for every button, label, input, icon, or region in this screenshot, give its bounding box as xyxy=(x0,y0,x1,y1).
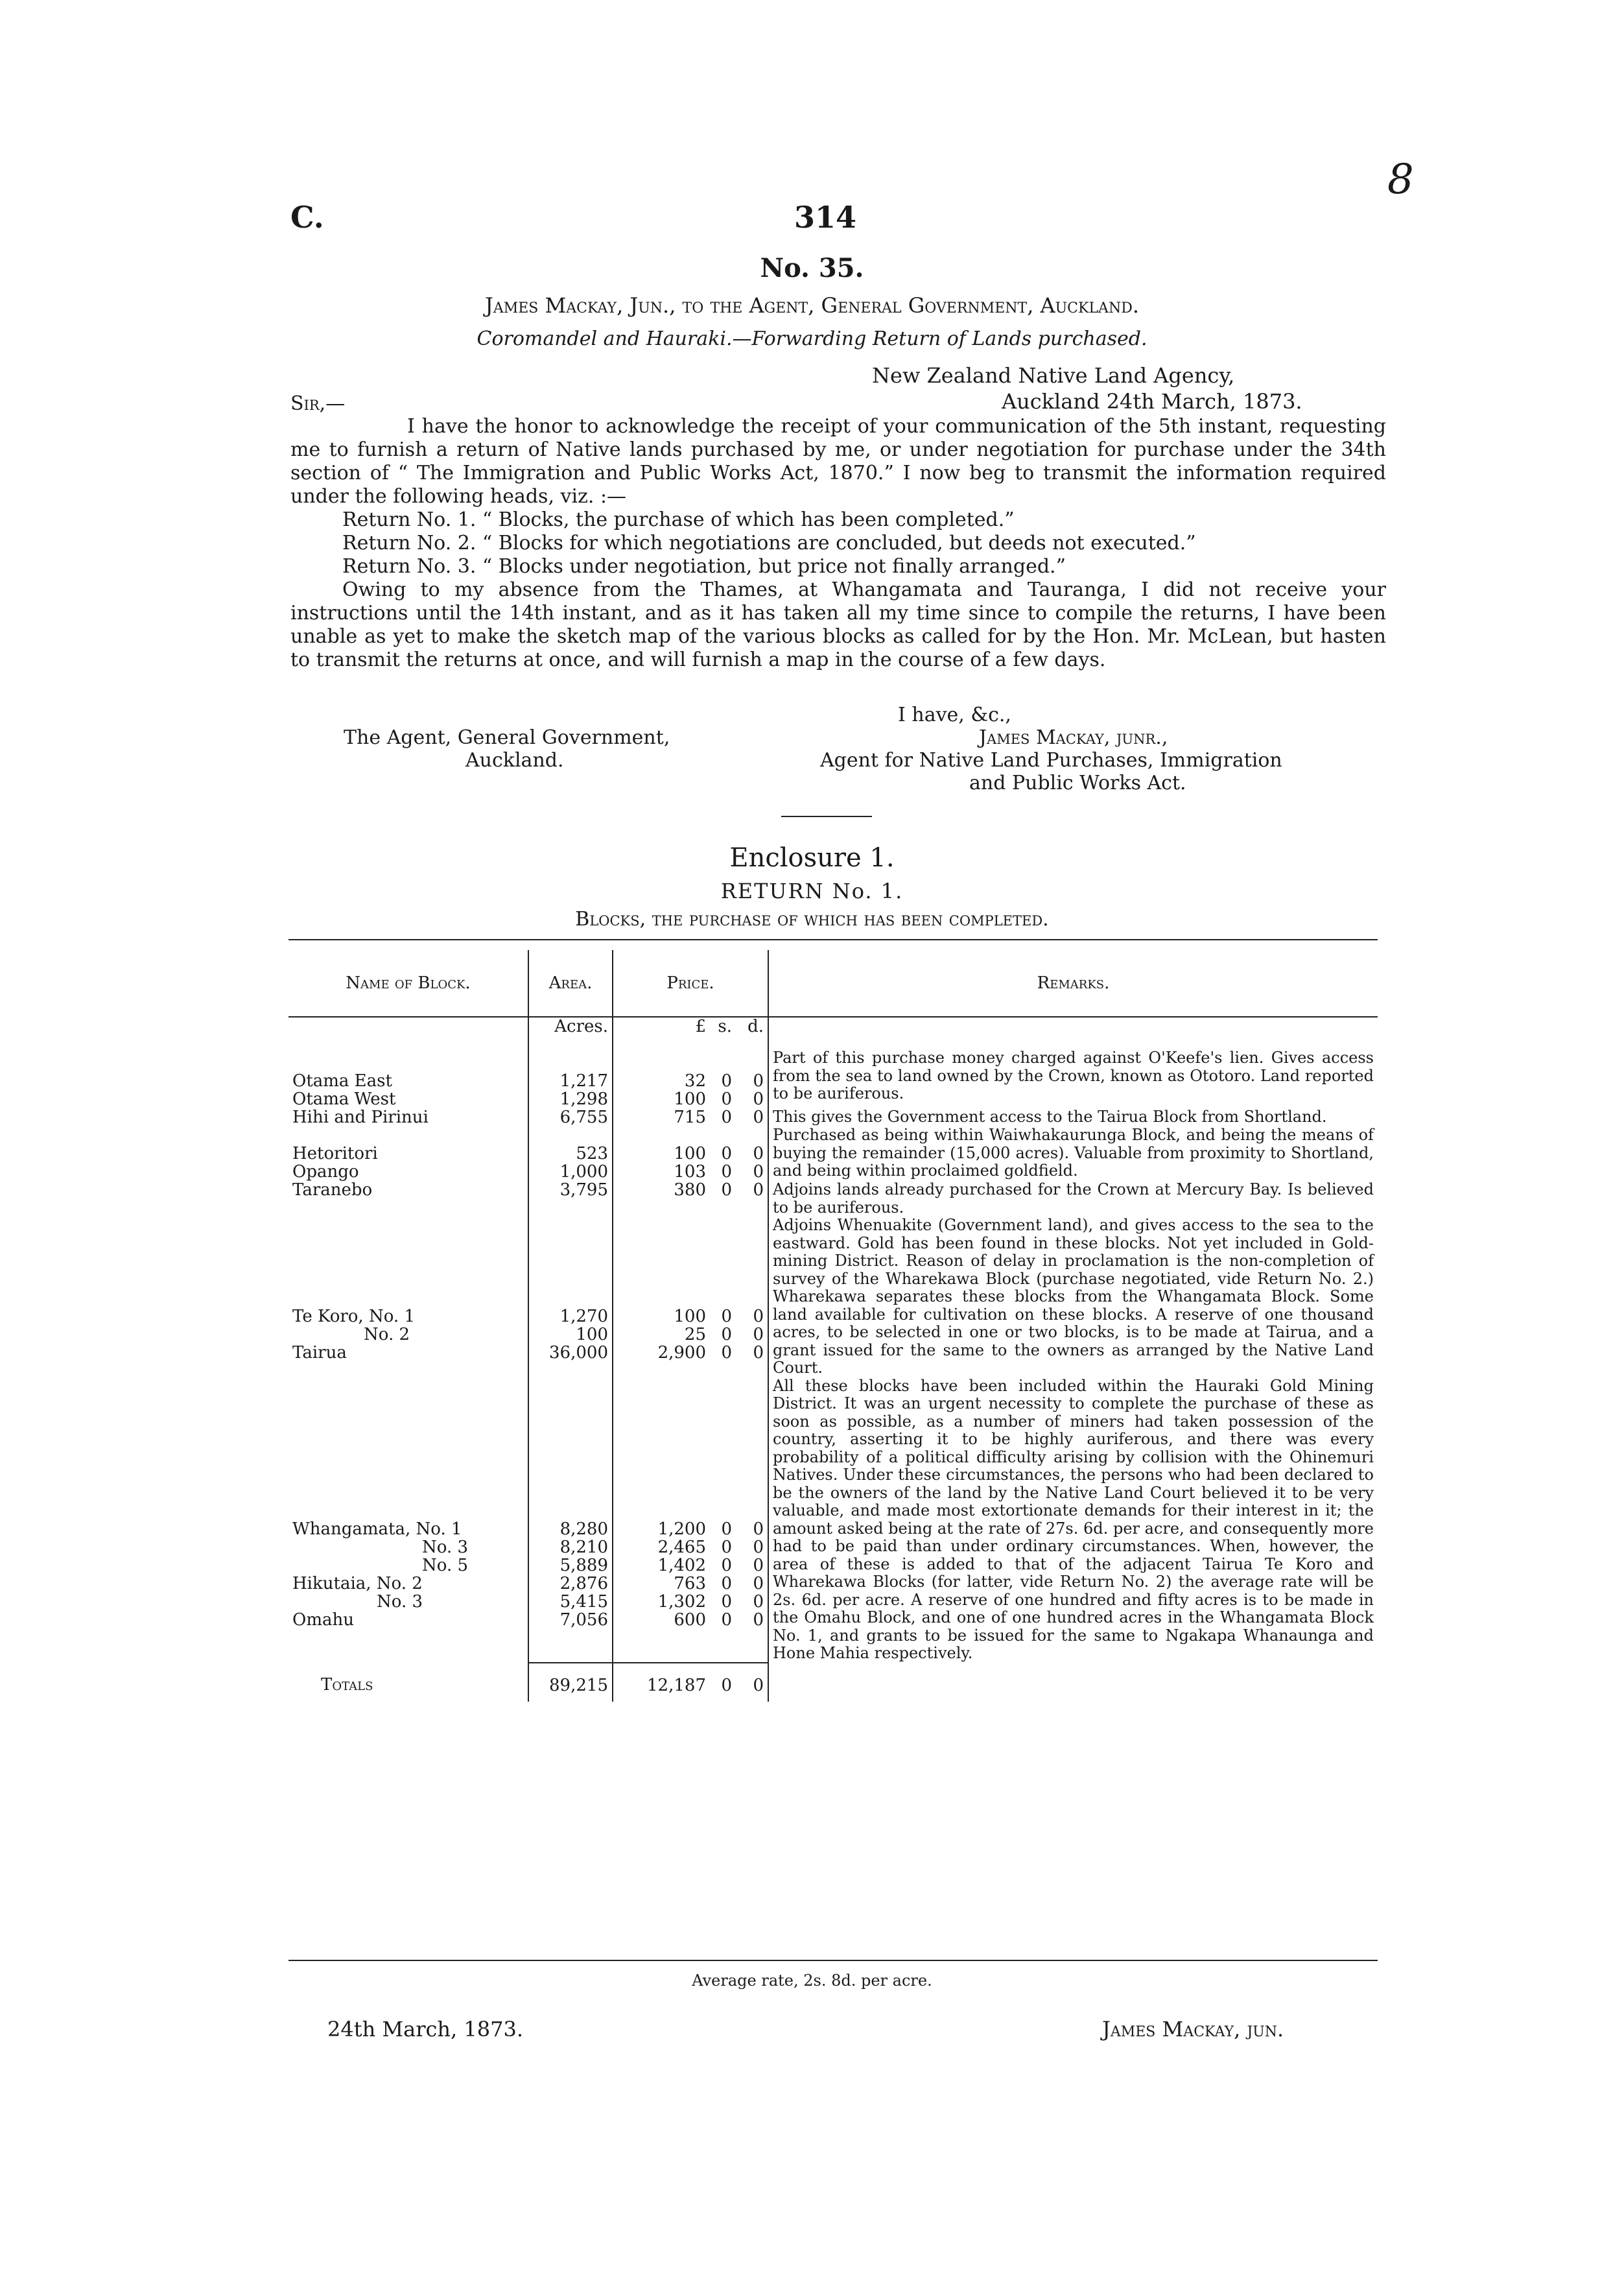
price-shillings: 0 xyxy=(721,1519,732,1539)
block-area: 1,217 xyxy=(559,1071,608,1091)
price-pounds: 25 xyxy=(684,1325,706,1344)
block-area: 7,056 xyxy=(559,1610,608,1630)
remark: All these blocks have been included within the Hauraki Gold Mining District. It was an urgent necessity to complete the purchase of these as soon as possible, as a number of miners had taken possession of the country, asserting it to be highly auriferous, and there was every probability of a political difficulty arising by collision with the Ohinemuri Natives. Under these circumstances, the persons who had been declared to be the owners of the land by the Native Land Court believed it to be very valuable, and made most extortionate demands for their interest in it; the amount asked being at the rate of 27s. 6d. per acre, and consequently more had to be paid than under ordinary circumstances. When, however, the area of these is added to that of the adjacent Tairua Te Koro and Wharekawa Blocks (for latter, vide Return No. 2) the average rate will be 2s. 6d. per acre. A reserve of one hundred and fifty acres is to be made in the Omahu Block, and one of one hundred acres in the Whangamata Block No. 1, and grants to be issued for the same to Ngakapa Whanaunga and Hone Mahia respectively. xyxy=(768,1377,1378,1663)
letter-paragraph-1: I have the honor to acknowledge the receipt of your communication of the 5th instant, requesting me to furnish a return of Native lands purchased by me, or under negotiation for purchase under the 34th section of “ The Immigration and Public Works Act, 1870.” I now beg to transmit the information required under the following heads, viz. :— xyxy=(290,415,1386,508)
price-pounds: 2,465 xyxy=(657,1537,706,1557)
footer-date: 24th March, 1873. xyxy=(327,2017,523,2041)
page-series-letter: C. xyxy=(290,200,324,235)
signatory-name: James Mackay, junr., xyxy=(979,726,1168,749)
price-shillings: 0 xyxy=(721,1180,732,1200)
price-pence: 0 xyxy=(753,1071,764,1091)
price-pounds: 2,900 xyxy=(657,1343,706,1363)
price-shillings: 0 xyxy=(721,1162,732,1182)
block-name: Hetoritori xyxy=(292,1144,378,1163)
unit-pounds: £ xyxy=(613,1017,710,1049)
price-pence: 0 xyxy=(753,1108,764,1127)
block-area: 523 xyxy=(576,1144,608,1163)
block-area: 8,280 xyxy=(559,1519,608,1539)
price-pounds: 715 xyxy=(613,1108,710,1126)
price-pounds: 103 xyxy=(674,1162,706,1182)
price-pounds: 763 xyxy=(674,1573,706,1593)
remark: This gives the Government access to the Tairua Block from Shortland. xyxy=(768,1108,1378,1126)
price-pence: 0 xyxy=(753,1307,764,1326)
block-area: 8,210 xyxy=(559,1537,608,1557)
letter-body xyxy=(290,415,1386,672)
totals-area: 89,215 xyxy=(528,1663,613,1702)
column-header-area: Area. xyxy=(528,950,613,1017)
price-pounds: 100 xyxy=(674,1144,706,1163)
price-pounds: 100 xyxy=(674,1089,706,1109)
addressee-line2: Auckland. xyxy=(465,749,564,772)
block-area: 6,755 xyxy=(528,1108,613,1126)
block-name: Te Koro, No. 1 xyxy=(292,1307,415,1326)
column-header-price: Price. xyxy=(613,950,768,1017)
signatory-title-2: and Public Works Act. xyxy=(969,772,1186,794)
return-line-3: Return No. 3. “ Blocks under negotiation, but price not finally arranged.” xyxy=(342,555,1066,578)
remark: Adjoins lands already purchased for the Crown at Mercury Bay. Is believed to be auriferous. xyxy=(768,1181,1378,1217)
price-pence: 0 xyxy=(753,1343,764,1363)
document-number: No. 35. xyxy=(760,253,864,283)
enclosure-title: Enclosure 1. xyxy=(729,843,895,873)
letter-paragraph-2: Owing to my absence from the Thames, at Whangamata and Tauranga, I did not receive your instructions until the 14th instant, and as it has taken all my time since to compile the returns, I have been unable as yet to make the sketch map of the various blocks as called for by the Hon. Mr. McLean, but hasten to transmit the returns at once, and will furnish a map in the course of a few days. xyxy=(290,578,1386,671)
block-area: 1,270 xyxy=(559,1307,608,1326)
return-caption: Blocks, the purchase of which has been completed. xyxy=(575,908,1049,931)
price-pence: 0 xyxy=(753,1519,764,1539)
page-number: 314 xyxy=(794,200,857,235)
block-name: Hihi and Pirinui xyxy=(292,1108,429,1127)
price-shillings: 0 xyxy=(721,1307,732,1326)
price-shillings: 0 xyxy=(721,1555,732,1575)
block-area: 36,000 xyxy=(549,1343,608,1363)
price-pounds: 1,200 xyxy=(657,1519,706,1539)
price-shillings: 0 xyxy=(721,1089,732,1109)
table-bottom-rule xyxy=(288,1960,1378,1961)
remark: Purchased as being within Waiwhakaurunga Block, and being the means of buying the remainder (15,000 acres). Valuable from proximity to Shortland, and being within proclaimed goldfield. xyxy=(768,1126,1378,1181)
price-pence: 0 xyxy=(753,1555,764,1575)
price-shillings: 0 xyxy=(721,1325,732,1344)
price-shillings: 0 xyxy=(721,1591,732,1612)
sender-address-line2: Auckland 24th March, 1873. xyxy=(1002,389,1302,414)
price-pence: 0 xyxy=(753,1537,764,1557)
return-line-2: Return No. 2. “ Blocks for which negotiations are concluded, but deeds not executed.” xyxy=(342,532,1196,554)
price-pounds: 1,302 xyxy=(657,1591,706,1612)
totals-pounds: 12,187 xyxy=(613,1663,710,1702)
price-shillings: 0 xyxy=(721,1108,732,1127)
table-top-rule xyxy=(288,939,1378,940)
sender-address-line1: New Zealand Native Land Agency, xyxy=(872,363,1235,388)
document-subject: Coromandel and Hauraki.—Forwarding Return of Lands purchased. xyxy=(477,327,1147,350)
price-shillings: 0 xyxy=(721,1610,732,1630)
price-pence: 0 xyxy=(753,1325,764,1344)
return-line-1: Return No. 1. “ Blocks, the purchase of which has been completed.” xyxy=(342,508,1015,531)
totals-pence: 0 xyxy=(736,1663,768,1702)
column-header-name: Name of Block. xyxy=(288,950,528,1017)
remark: Part of this purchase money charged against O'Keefe's lien. Gives access from the sea to land owned by the Crown, known as Ototoro. Land reported to be auriferous. xyxy=(768,1049,1378,1108)
price-pence: 0 xyxy=(753,1610,764,1630)
addressee-line1: The Agent, General Government, xyxy=(344,726,670,749)
block-name: Otama West xyxy=(292,1089,396,1109)
price-pence: 0 xyxy=(753,1180,764,1200)
salutation: Sir,— xyxy=(290,392,346,415)
price-pence: 0 xyxy=(753,1573,764,1593)
price-pence: 0 xyxy=(753,1162,764,1182)
block-area: 5,889 xyxy=(559,1555,608,1575)
average-rate: Average rate, 2s. 8d. per acre. xyxy=(692,1971,932,1990)
price-pounds: 600 xyxy=(674,1610,706,1630)
signatory-title-1: Agent for Native Land Purchases, Immigration xyxy=(820,749,1282,772)
return-table xyxy=(288,950,1378,1702)
block-name: No. 2 xyxy=(364,1325,410,1344)
block-name: Omahu xyxy=(292,1610,354,1630)
block-name: No. 3 xyxy=(422,1537,469,1557)
block-name: No. 5 xyxy=(422,1555,469,1575)
section-divider xyxy=(781,816,872,817)
closing-phrase: I have, &c., xyxy=(898,704,1011,726)
price-pence: 0 xyxy=(753,1089,764,1109)
block-name: Hikutaia, No. 2 xyxy=(292,1573,423,1593)
price-shillings: 0 xyxy=(721,1144,732,1163)
block-name: Otama East xyxy=(292,1071,392,1091)
totals-label: Totals xyxy=(321,1674,373,1695)
price-shillings: 0 xyxy=(721,1573,732,1593)
block-area: 3,795 xyxy=(528,1181,613,1217)
footer-signature: James Mackay, jun. xyxy=(1102,2017,1284,2041)
block-area: 2,876 xyxy=(559,1573,608,1593)
block-area: 1,000 xyxy=(559,1162,608,1182)
price-pence: 0 xyxy=(753,1144,764,1163)
return-title: RETURN No. 1. xyxy=(720,879,904,903)
block-name: Tairua xyxy=(292,1343,347,1363)
price-shillings: 0 xyxy=(721,1071,732,1091)
block-name: No. 3 xyxy=(377,1591,423,1612)
document-from-to: James Mackay, Jun., to the Agent, General Government, Auckland. xyxy=(484,293,1140,318)
block-name: Taranebo xyxy=(292,1180,373,1200)
price-pounds: 1,402 xyxy=(657,1555,706,1575)
block-area: 1,298 xyxy=(559,1089,608,1109)
price-pounds: 32 xyxy=(684,1071,706,1091)
price-pounds: 100 xyxy=(674,1307,706,1326)
handwritten-page-mark: 8 xyxy=(1387,156,1414,204)
totals-shillings: 0 xyxy=(710,1663,736,1702)
unit-shillings: s. xyxy=(718,1017,732,1036)
block-area: 5,415 xyxy=(559,1591,608,1612)
price-pence: 0 xyxy=(753,1591,764,1612)
price-pounds: 380 xyxy=(613,1181,710,1217)
price-shillings: 0 xyxy=(721,1343,732,1363)
block-name: Whangamata, No. 1 xyxy=(292,1519,462,1539)
block-area: 100 xyxy=(576,1325,608,1344)
remark: Adjoins Whenuakite (Government land), and gives access to the sea to the eastward. Gold has been found in these blocks. Not yet included in Gold-mining District. Reason of delay in proclamation is the non-completion of survey of the Wharekawa Block (purchase negotiated, vide Return No. 2.) Wharekawa separates these blocks from the Whangamata Block. Some land available for cultivation on these blocks. A reserve of one thousand acres, to be selected in one or two blocks, is to be made at Tairua, and a grant issued for the same to the owners as arranged by the Native Land Court. xyxy=(768,1217,1378,1377)
column-header-remarks: Remarks. xyxy=(768,950,1378,1017)
block-name: Opango xyxy=(292,1162,359,1182)
unit-pence: d. xyxy=(747,1017,764,1036)
unit-acres: Acres. xyxy=(528,1017,613,1049)
price-shillings: 0 xyxy=(721,1537,732,1557)
